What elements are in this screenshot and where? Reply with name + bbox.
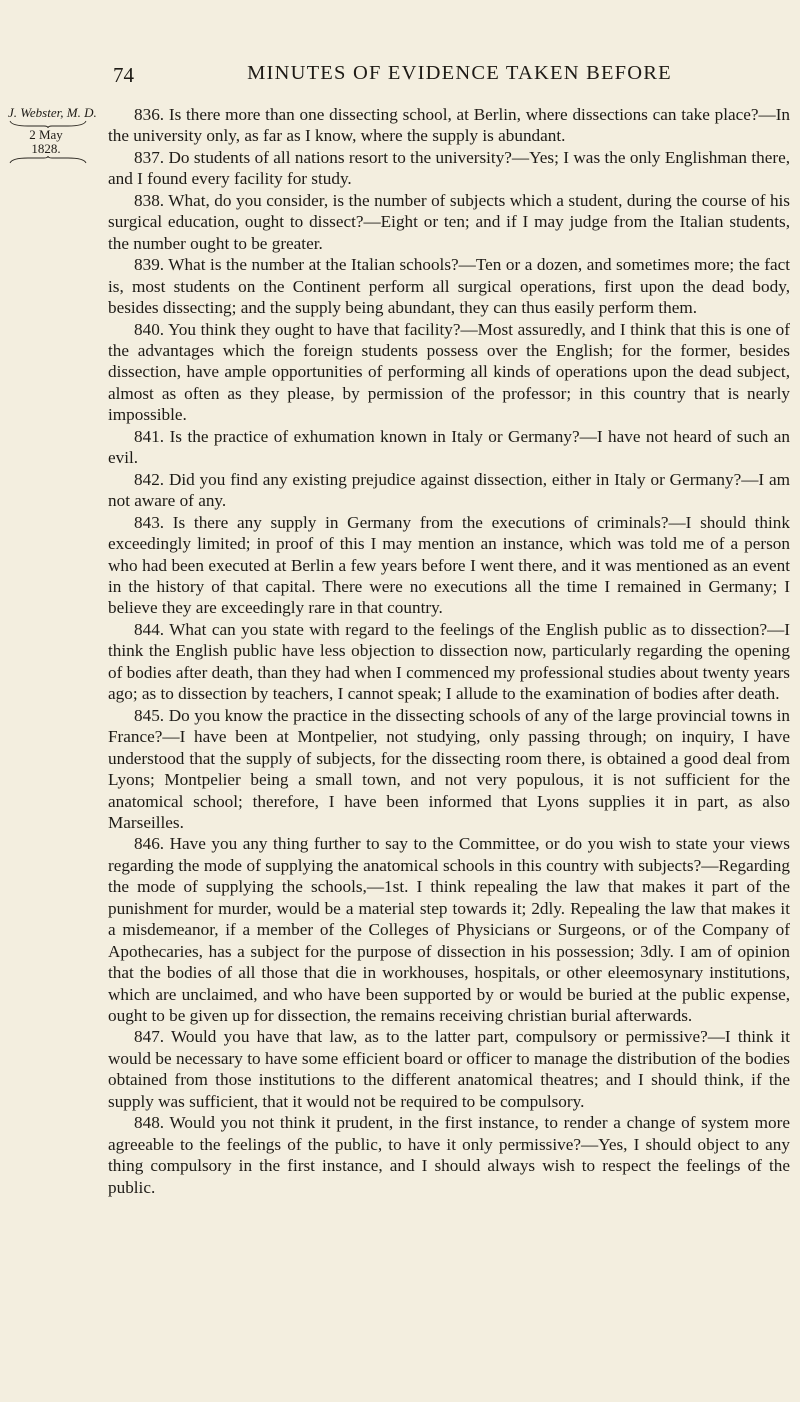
question-text: Is there any supply in Germany from the executions of criminals?—I should think exceedingly limited; in proof of this I may mention an instance, which was told me of a person who had been executed at Berlin a few years before I went there, and it was mentioned as an event in the history of that capital. There were no executions all the time I remained in Germany; I believe they are exceedingly rare in that country. xyxy=(108,512,790,618)
running-title: MINUTES OF EVIDENCE TAKEN BEFORE xyxy=(247,62,672,84)
question-number: 848. xyxy=(134,1113,165,1133)
question-paragraph xyxy=(108,512,790,619)
question-paragraph xyxy=(108,619,790,705)
question-text: Do students of all nations resort to the university?—Yes; I was the only Englishman there, and I found every facility for study. xyxy=(108,147,790,189)
question-text: Do you know the practice in the dissecting schools of any of the large provincial towns in France?—I have been at Montpelier, not studying, only passing through; on inquiry, I have understood that the supply of subjects, for the dissecting room there, is obtained a good deal from Lyons; Montpelier being a small town, and not very populous, it is not sufficient for the anatomical school; therefore, I have been informed that Lyons supplies it in part, as also Marseilles. xyxy=(108,705,790,832)
question-text: What, do you consider, is the number of subjects which a student, during the course of his surgical education, ought to dissect?—Eight or ten; and if I may judge from the Italian students, the number ought to be greater. xyxy=(108,190,790,253)
date-day: 2 May xyxy=(29,127,63,142)
question-text: You think they ought to have that facility?—Most assuredly, and I think that this is one of the advantages which the foreign students possess over the English; for the former, besides dissection, have ample opportunities of performing all kinds of operations upon the dead subject, almost as often as they please, by permission of the professor; in this country that is nearly impossible. xyxy=(108,319,790,425)
question-text: Would you not think it prudent, in the first instance, to render a change of system more agreeable to the feelings of the public, to have it only permissive?—Yes, I should object to any thing compulsory in the first instance, and I should always wish to respect the feelings of the public. xyxy=(108,1113,790,1197)
question-number: 843. xyxy=(134,512,165,532)
brace-bottom-icon xyxy=(8,156,88,164)
question-number: 841. xyxy=(134,426,165,446)
question-paragraph xyxy=(108,319,790,426)
question-text: What is the number at the Italian schools?—Ten or a dozen, and sometimes more; the fact is, most students on the Continent perform all surgical operations, first upon the dead body, besides dissecting; and the supply being abundant, they can thus easily perform them. xyxy=(108,255,790,318)
question-paragraph xyxy=(108,1112,790,1198)
question-number: 839. xyxy=(134,255,165,275)
question-number: 845. xyxy=(134,705,165,725)
question-text: Is there more than one dissecting school, at Berlin, where dissections can take place?—In the university only, as far as I know, where the supply is abundant. xyxy=(108,105,791,146)
question-number: 837. xyxy=(134,147,165,167)
margin-note xyxy=(8,106,98,164)
question-number: 846. xyxy=(134,834,165,854)
question-paragraph xyxy=(108,147,790,190)
question-text: Have you any thing further to say to the Committee, or do you wish to state your views regarding the mode of supplying the anatomical schools in this country with subjects?—Regarding the mode of supplying the schools,—1st. I think repealing the law that makes it part of the punishment for murder, would be a material step towards it; 2dly. Repealing the law that makes it a misdemeanor, if a member of the Colleges of Physicians or Surgeons, or of the Company of Apothecaries, has a subject for the purpose of dissection in his possession; 3dly. I am of opinion that the bodies of all those that die in workhouses, hospitals, or other eleemosynary institutions, which are unclaimed, and who have been supported by or would be buried at the public expense, ought to be given up for dissection, the remains receiving christian burial afterwards. xyxy=(108,834,790,1026)
question-paragraph xyxy=(108,426,790,469)
question-number: 836. xyxy=(134,105,165,124)
question-number: 840. xyxy=(134,319,165,339)
evidence-text xyxy=(108,104,790,1198)
question-number: 847. xyxy=(134,1027,165,1047)
question-number: 844. xyxy=(134,619,165,639)
page-number: 74 xyxy=(113,63,134,87)
question-text: Would you have that law, as to the latter part, compulsory or permissive?—I think it would be necessary to have some efficient board or officer to manage the distribution of the bodies obtained from those institutions to the different anatomical theatres; and I should think, if the supply was sufficient, that it would not be required to be compulsory. xyxy=(108,1027,790,1111)
question-paragraph xyxy=(108,469,790,512)
question-number: 838. xyxy=(134,190,165,210)
date-year: 1828. xyxy=(31,141,61,156)
question-paragraph xyxy=(108,1026,790,1112)
question-text: Is the practice of exhumation known in Italy or Germany?—I have not heard of such an evil. xyxy=(108,426,791,468)
question-text: What can you state with regard to the feelings of the English public as to dissection?—I think the English public have less objection to dissection now, particularly regarding the opening of bodies after death, than they had when I commenced my professional studies about twenty years ago; as to dissection by teachers, I cannot speak; I allude to the examination of bodies after death. xyxy=(108,619,790,704)
question-paragraph xyxy=(108,254,790,318)
witness-name: J. Webster, M. D. xyxy=(8,105,97,120)
question-paragraph xyxy=(108,104,790,147)
question-paragraph xyxy=(108,705,790,834)
question-paragraph xyxy=(108,190,790,254)
question-number: 842. xyxy=(134,469,165,489)
question-paragraph xyxy=(108,833,790,1026)
question-text: Did you find any existing prejudice against dissection, either in Italy or Germany?—I am not aware of any. xyxy=(108,469,790,511)
